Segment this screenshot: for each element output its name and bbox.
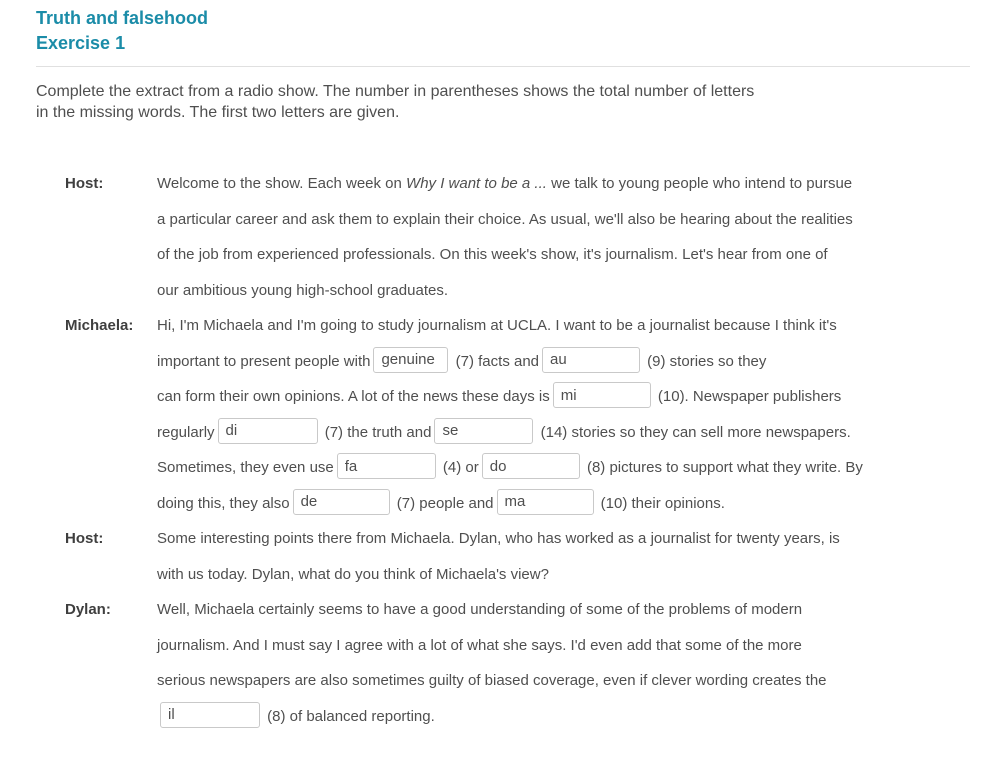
dialogue-text: Hi, I'm Michaela and I'm going to study journalism at UCLA. I want to be a journalist because I think it's — [157, 317, 837, 334]
answer-input[interactable] — [160, 702, 260, 728]
speaker-label: Michaela: — [65, 317, 134, 334]
dialogue-text: of the job from experienced professionals. On this week's show, it's journalism. Let's hear from one of — [157, 246, 828, 263]
dialogue-line — [157, 699, 970, 735]
dialogue-line — [157, 557, 970, 593]
dialogue-lines — [157, 166, 970, 308]
dialogue-turn — [65, 166, 970, 308]
page-header — [36, 6, 970, 56]
dialogue-line — [157, 202, 970, 238]
speaker-label: Host: — [65, 175, 104, 192]
dialogue-text: regularly — [157, 423, 215, 441]
dialogue-text: (8) of balanced reporting. — [263, 707, 435, 725]
answer-input[interactable] — [553, 382, 651, 408]
page-title: Truth and falsehood — [36, 8, 209, 28]
dialogue-text: important to present people with — [157, 352, 371, 370]
dialogue-line — [157, 486, 970, 522]
dialogue-text: can form their own opinions. A lot of the news these days is — [157, 388, 550, 405]
dialogue-line — [157, 273, 970, 309]
dialogue-lines — [157, 521, 970, 592]
dialogue-line — [157, 237, 970, 273]
instructions-line1: Complete the extract from a radio show. The number in parentheses shows the total number of letters — [36, 83, 755, 100]
dialogue-text: serious newspapers are also sometimes guilty of biased coverage, even if clever wording creates the — [157, 672, 827, 689]
dialogue-text: (14) stories so they can sell more newspapers. — [536, 423, 851, 441]
dialogue-text: (7) the truth and — [320, 423, 432, 441]
dialogue-line — [157, 628, 970, 664]
dialogue-text: Some interesting points there from Michaela. Dylan, who has worked as a journalist for twenty years, is — [157, 530, 840, 547]
dialogue-text: (7) facts and — [451, 352, 540, 370]
dialogue-text: (10) their opinions. — [596, 494, 725, 512]
answer-input[interactable] — [337, 453, 436, 479]
dialogue-text: (7) people and — [392, 494, 494, 512]
dialogue-text: (9) stories so they — [643, 352, 767, 370]
dialogue-text: with us today. Dylan, what do you think of Michaela's view? — [157, 565, 549, 583]
answer-input[interactable] — [542, 347, 640, 373]
dialogue-turn — [65, 592, 970, 734]
dialogue-line — [157, 308, 970, 344]
dialogue-text: Sometimes, they even use — [157, 459, 334, 476]
answer-input[interactable] — [434, 418, 533, 444]
dialogue-text: a particular career and ask them to explain their choice. As usual, we'll also be hearing about the realities — [157, 210, 853, 228]
answer-input[interactable] — [482, 453, 580, 479]
dialogue-line — [157, 379, 970, 415]
show-title-italic: Why I want to be a ... — [406, 175, 547, 192]
dialogue-text: we talk to young people who intend to pursue — [546, 175, 853, 192]
dialogue-turn — [65, 521, 970, 592]
instructions — [36, 81, 970, 123]
dialogue-line — [157, 663, 970, 699]
answer-input[interactable] — [293, 489, 390, 515]
dialogue-text: doing this, they also — [157, 494, 290, 512]
dialogue-line — [157, 166, 970, 202]
dialogue-text: Well, Michaela certainly seems to have a good understanding of some of the problems of modern — [157, 601, 803, 618]
dialogue-lines — [157, 308, 970, 521]
dialogue-line — [157, 592, 970, 628]
dialogue-text: our ambitious young high-school graduates. — [157, 281, 449, 299]
answer-input[interactable] — [497, 489, 594, 515]
dialogue-text: Welcome to the show. Each week on — [157, 175, 407, 192]
dialogue-text: journalism. And I must say I agree with a lot of what she says. I'd even add that some of the more — [157, 636, 802, 654]
speaker-label: Dylan: — [65, 601, 111, 618]
answer-input[interactable] — [218, 418, 318, 444]
dialogue-line — [157, 344, 970, 380]
speaker-label: Host: — [65, 530, 104, 547]
dialogue-text: (4) or — [438, 459, 479, 476]
dialogue-lines — [157, 592, 970, 734]
dialogue-line — [157, 521, 970, 557]
exercise-subtitle: Exercise 1 — [36, 33, 126, 53]
instructions-line2: in the missing words. The first two letters are given. — [36, 104, 400, 121]
dialogue-turn — [65, 308, 970, 521]
dialogue-text: (10). Newspaper publishers — [653, 388, 842, 405]
dialogue-line — [157, 415, 970, 451]
dialogue — [65, 166, 970, 734]
dialogue-line — [157, 450, 970, 486]
answer-input[interactable] — [373, 347, 448, 373]
dialogue-text: (8) pictures to support what they write. By — [582, 459, 863, 476]
divider — [36, 66, 970, 67]
